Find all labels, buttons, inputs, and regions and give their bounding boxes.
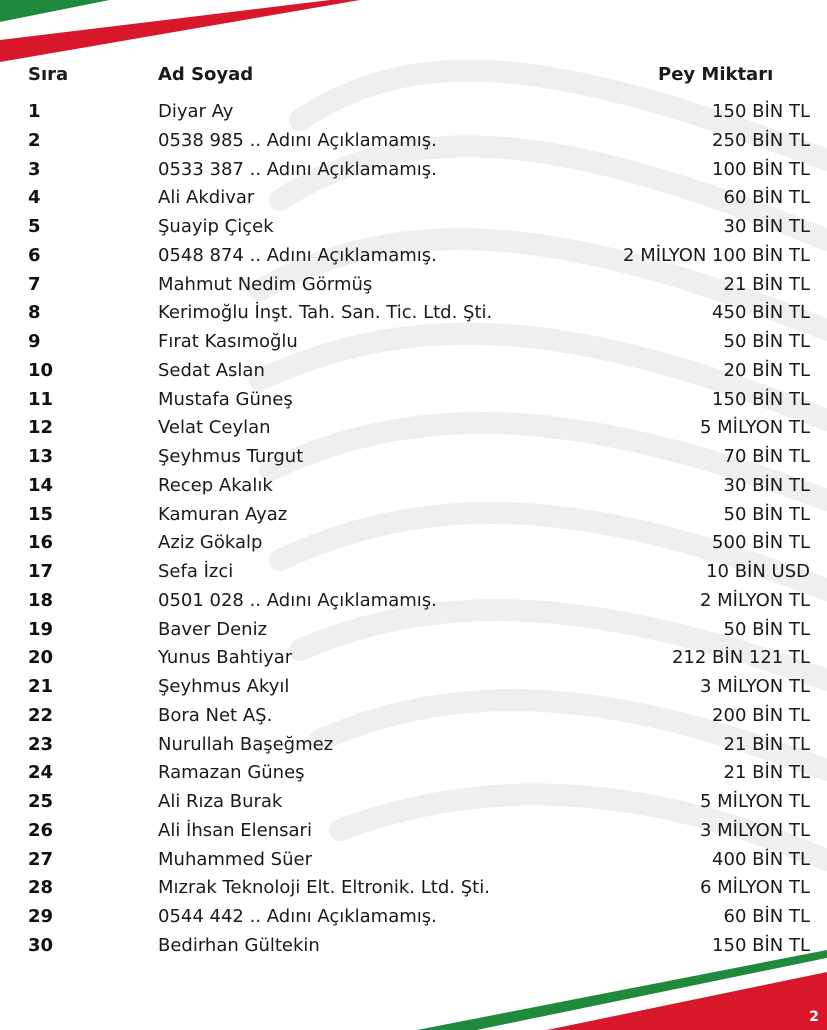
row-name: Recep Akalık (158, 474, 273, 496)
table-row (0, 702, 827, 731)
table-row (0, 817, 827, 846)
row-number: 27 (28, 848, 54, 870)
row-name: Velat Ceylan (158, 417, 271, 439)
row-amount: 3 MİLYON TL (699, 819, 810, 841)
table-row (0, 184, 827, 213)
row-number: 2 (28, 129, 41, 151)
row-number: 26 (28, 819, 54, 841)
row-number: 23 (28, 733, 54, 755)
row-name: Şeyhmus Akyıl (158, 676, 290, 697)
row-amount: 212 BİN 121 TL (671, 647, 810, 669)
row-number: 15 (28, 503, 54, 525)
row-name: Nurullah Başeğmez (158, 733, 334, 755)
table-row (0, 616, 827, 645)
row-amount: 70 BİN TL (723, 446, 810, 467)
row-amount: 30 BİN TL (723, 474, 810, 496)
table-row (0, 501, 827, 530)
table-row (0, 673, 827, 702)
row-name: Kerimoğlu İnşt. Tah. San. Tic. Ltd. Şti. (158, 302, 493, 324)
row-number: 13 (28, 446, 54, 467)
corner-stripes-bottom (397, 950, 827, 1030)
row-number: 24 (28, 762, 54, 784)
row-name: Fırat Kasımoğlu (158, 331, 298, 352)
row-name: 0544 442 .. Adını Açıklamamış. (158, 906, 437, 927)
row-number: 14 (28, 474, 54, 496)
row-number: 8 (28, 302, 41, 324)
table-row (0, 558, 827, 587)
row-name: Şeyhmus Turgut (158, 446, 304, 467)
row-amount: 60 BİN TL (723, 906, 810, 927)
corner-stripes-top (0, 0, 360, 70)
table-row (0, 328, 827, 357)
row-number: 7 (28, 273, 41, 295)
row-amount: 21 BİN TL (723, 273, 810, 295)
row-amount: 3 MİLYON TL (699, 676, 810, 697)
row-amount: 60 BİN TL (723, 187, 810, 209)
table-row (0, 299, 827, 328)
row-amount: 50 BİN TL (723, 503, 810, 525)
row-name: Muhammed Süer (158, 848, 312, 870)
row-amount: 100 BİN TL (712, 158, 810, 180)
row-name: Sedat Aslan (158, 359, 265, 381)
table-row (0, 846, 827, 875)
row-name: Diyar Ay (158, 101, 234, 122)
row-name: Mahmut Nedim Görmüş (158, 273, 373, 295)
row-name: Ali Rıza Burak (158, 791, 283, 812)
row-name: Aziz Gökalp (158, 532, 263, 554)
table-row (0, 644, 827, 673)
row-number: 12 (28, 417, 54, 439)
row-number: 18 (28, 589, 54, 611)
table-row (0, 443, 827, 472)
page-number: 2 (809, 1009, 819, 1025)
table-row (0, 127, 827, 156)
row-number: 30 (28, 934, 54, 956)
row-amount: 5 MİLYON TL (699, 417, 810, 439)
table-row (0, 759, 827, 788)
row-name: Bora Net AŞ. (158, 704, 273, 726)
row-amount: 2 MİLYON 100 BİN TL (623, 244, 810, 266)
table-row (0, 414, 827, 443)
row-name: 0538 985 .. Adını Açıklamamış. (158, 129, 437, 151)
table-header (0, 64, 827, 90)
table-row (0, 357, 827, 386)
row-name: 0533 387 .. Adını Açıklamamış. (158, 158, 437, 180)
row-amount: 500 BİN TL (712, 532, 810, 554)
table-row (0, 932, 827, 961)
row-amount: 150 BİN TL (712, 934, 810, 956)
row-name: Şuayip Çiçek (158, 216, 274, 237)
row-amount: 21 BİN TL (723, 762, 810, 784)
row-amount: 20 BİN TL (723, 359, 810, 381)
row-name: Mustafa Güneş (158, 388, 293, 410)
row-amount: 5 MİLYON TL (699, 791, 810, 812)
table-row (0, 788, 827, 817)
row-name: Kamuran Ayaz (158, 503, 288, 525)
row-name: Bedirhan Gültekin (158, 934, 320, 956)
table-row (0, 903, 827, 932)
row-number: 16 (28, 532, 54, 554)
header-pey-miktari: Pey Miktarı (658, 64, 774, 85)
row-amount: 50 BİN TL (723, 618, 810, 640)
row-name: Ramazan Güneş (158, 762, 305, 784)
row-number: 29 (28, 906, 54, 927)
header-ad-soyad: Ad Soyad (158, 64, 254, 85)
row-name: 0501 028 .. Adını Açıklamamış. (158, 589, 437, 611)
row-number: 19 (28, 618, 54, 640)
row-amount: 150 BİN TL (712, 101, 810, 122)
row-name: Mızrak Teknoloji Elt. Eltronik. Ltd. Şti. (158, 877, 490, 899)
table-row (0, 529, 827, 558)
row-number: 25 (28, 791, 54, 812)
row-number: 6 (28, 244, 41, 266)
row-amount: 21 BİN TL (723, 733, 810, 755)
row-number: 10 (28, 359, 54, 381)
row-name: Ali Akdivar (158, 187, 255, 209)
row-name: Sefa İzci (158, 561, 234, 582)
row-number: 4 (28, 187, 41, 209)
table-row (0, 156, 827, 185)
row-number: 1 (28, 101, 41, 122)
row-number: 20 (28, 647, 54, 669)
row-amount: 150 BİN TL (712, 388, 810, 410)
row-number: 9 (28, 331, 41, 352)
row-amount: 400 BİN TL (712, 848, 810, 870)
row-amount: 450 BİN TL (712, 302, 810, 324)
table-row (0, 731, 827, 760)
row-amount: 2 MİLYON TL (699, 589, 810, 611)
table-row (0, 587, 827, 616)
table-row (0, 98, 827, 127)
row-name: Baver Deniz (158, 618, 268, 640)
row-amount: 30 BİN TL (723, 216, 810, 237)
row-name: 0548 874 .. Adını Açıklamamış. (158, 244, 437, 266)
row-name: Yunus Bahtiyar (158, 647, 293, 669)
table-row (0, 242, 827, 271)
row-number: 22 (28, 704, 54, 726)
row-number: 21 (28, 676, 54, 697)
table-row (0, 472, 827, 501)
row-name: Ali İhsan Elensari (158, 819, 312, 841)
table-row (0, 386, 827, 415)
row-number: 11 (28, 388, 54, 410)
row-amount: 200 BİN TL (712, 704, 810, 726)
donor-list (0, 98, 827, 961)
row-number: 5 (28, 216, 41, 237)
table-row (0, 213, 827, 242)
table-row (0, 271, 827, 300)
row-number: 3 (28, 158, 41, 180)
row-number: 28 (28, 877, 54, 899)
row-number: 17 (28, 561, 54, 582)
row-amount: 250 BİN TL (712, 129, 810, 151)
header-sira: Sıra (28, 64, 69, 85)
row-amount: 50 BİN TL (723, 331, 810, 352)
row-amount: 6 MİLYON TL (699, 877, 810, 899)
row-amount: 10 BİN USD (706, 561, 810, 582)
table-row (0, 874, 827, 903)
